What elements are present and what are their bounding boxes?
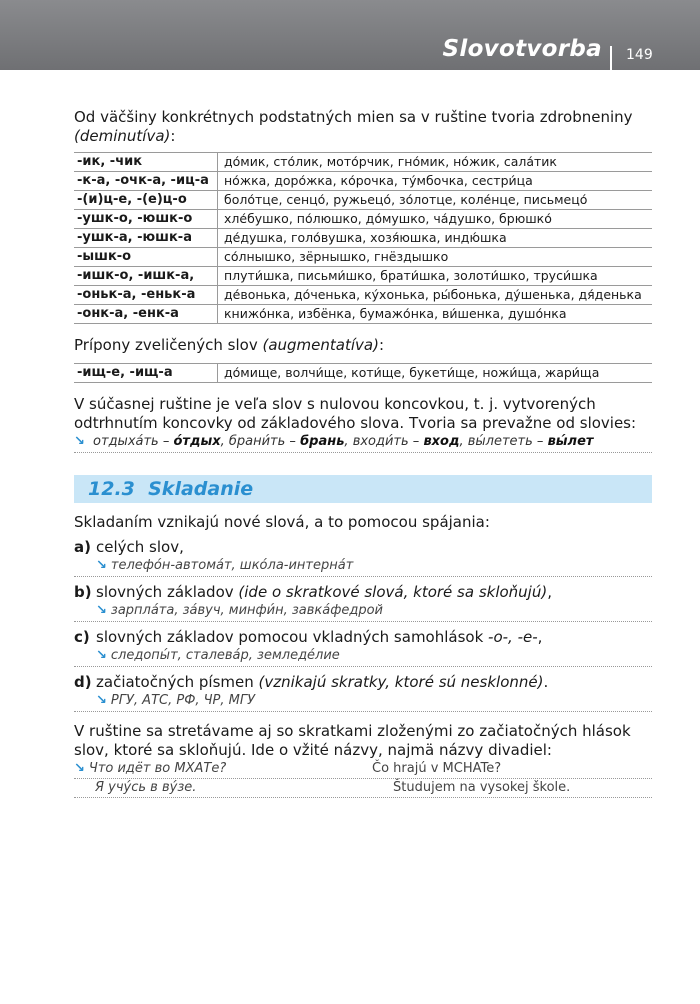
item-text: slovných základov (96, 583, 239, 601)
deminutive-table (74, 152, 652, 324)
item-text: celých slov, (96, 538, 184, 556)
page-number: 149 (626, 47, 653, 63)
item-note: (ide o skratkové slová, ktoré sa skloňujú) (238, 583, 548, 601)
abbrev-row (74, 779, 652, 798)
table-row (74, 229, 652, 248)
page-content (74, 108, 652, 798)
chapter-title: Slovotvorba (442, 36, 602, 62)
item-label: b) (74, 583, 92, 601)
suffix-cell: -(и)ц-е, -(е)ц-о (74, 191, 218, 210)
item-example (74, 602, 652, 622)
skladanie-intro: Skladaním vznikajú nové slová, a to pomocou spájania: (74, 513, 490, 531)
item-tail: , (537, 628, 543, 646)
dash: – (285, 434, 301, 449)
intro-paragraph: Od väčšiny konkrétnych podstatných mien sa v ruštine tvoria zdrobneniny (deminutíva): (74, 108, 633, 145)
item-example (74, 557, 652, 577)
table-row (74, 267, 652, 286)
arrow-icon: ↘ (74, 434, 85, 449)
list-item (74, 538, 652, 557)
examples-cell: боло́тце, сенцо́, ружьецо́, зо́лотце, коле́нце, письмецо́ (218, 191, 653, 210)
list-item (74, 673, 652, 692)
item-tail: , (547, 583, 552, 601)
zero-ending-paragraph: V súčasnej ruštine je veľa slov s nulovou koncovkou, t. j. vytvorených odtrhnutím koncovky od základového slova. Tvoria sa prevažne od slovies: (74, 395, 637, 432)
examples-cell: до́мик, сто́лик, мото́рчик, гно́мик, но́жик, сала́тик (218, 153, 653, 172)
zero-ending-examples (74, 433, 652, 453)
section-heading (74, 475, 652, 503)
separator: , (220, 434, 229, 449)
item-label: c) (74, 628, 90, 646)
arrow-icon: ↘ (96, 648, 107, 663)
verb-text: брани́ть (228, 434, 286, 449)
slovak-text: Čo hrajú v MCHATe? (372, 761, 502, 776)
verb-text: вы́лететь (467, 434, 533, 449)
table-row (74, 364, 652, 383)
arrow-icon: ↘ (96, 693, 107, 708)
examples-cell: но́жка, доро́жка, ко́рочка, ту́мбочка, сестри́ца (218, 172, 653, 191)
item-example (74, 647, 652, 667)
abbrev-row (74, 760, 652, 779)
suffix-cell: -ушк-о, -юшк-о (74, 210, 218, 229)
verb-text: входи́ть (352, 434, 409, 449)
item-text: začiatočných písmen (96, 673, 259, 691)
suffix-cell: -ушк-а, -юшк-а (74, 229, 218, 248)
noun-text: брань (300, 434, 345, 449)
table-row (74, 191, 652, 210)
item-label: d) (74, 673, 92, 691)
header-divider (610, 46, 612, 70)
dash: – (158, 434, 174, 449)
example-text: следопы́т, сталева́р, земледе́лие (110, 648, 340, 663)
suffix-cell: -ик, -чик (74, 153, 218, 172)
abbrev-paragraph: V ruštine sa stretávame aj so skratkami zloženými zo začiatočných hlások slov, ktoré sa skloňujú. Ide o vžité názvy, najmä názvy divadiel: (74, 722, 631, 759)
table-row (74, 153, 652, 172)
separator: , (344, 434, 353, 449)
examples-cell: де́вонька, до́ченька, ку́хонька, ры́бонька, ду́шенька, дя́денька (218, 286, 653, 305)
example-text: РГУ, АТС, РФ, ЧР, МГУ (110, 693, 256, 708)
example-text: зарпла́та, за́вуч, минфи́н, завка́федрой (110, 603, 383, 618)
skladanie-list (74, 538, 652, 712)
suffix-cell: -оньк-а, -еньк-а (74, 286, 218, 305)
noun-text: вход (423, 434, 460, 449)
examples-cell: плути́шка, письми́шко, брати́шка, золоти́шко, труси́шка (218, 267, 653, 286)
section-title: Skladanie (148, 478, 254, 500)
noun-text: о́тдых (173, 434, 221, 449)
ru-text: Я учу́сь в ву́зе. (95, 780, 197, 795)
suffix-cell: -ышк-о (74, 248, 218, 267)
noun-text: вы́лет (547, 434, 594, 449)
examples-cell: со́лнышко, зёрнышко, гнёздышко (218, 248, 653, 267)
russian-text (74, 760, 372, 778)
table-row (74, 210, 652, 229)
item-example (74, 692, 652, 712)
suffix-cell: -ишк-о, -ишк-а, (74, 267, 218, 286)
examples-cell: хле́бушко, по́люшко, до́мушко, ча́душко, брюшко́ (218, 210, 653, 229)
table-row (74, 305, 652, 324)
augment-table (74, 363, 652, 383)
section-number: 12.3 (88, 478, 135, 500)
suffix-cell: -к-а, -очк-а, -иц-а (74, 172, 218, 191)
table-row (74, 286, 652, 305)
table-row (74, 248, 652, 267)
arrow-icon: ↘ (96, 558, 107, 573)
examples-cell: книжо́нка, избёнка, бумажо́нка, ви́шенка, душо́нка (218, 305, 653, 324)
page-header (0, 0, 700, 70)
dash: – (408, 434, 424, 449)
table-row (74, 172, 652, 191)
example-text: телефо́н-автома́т, шко́ла-интерна́т (110, 558, 354, 573)
suffix-cell: -ищ-е, -ищ-а (74, 364, 218, 383)
arrow-icon: ↘ (74, 761, 85, 776)
list-item (74, 628, 652, 647)
verb-text: отдыха́ть (93, 434, 159, 449)
item-tail: . (543, 673, 549, 691)
dash: – (532, 434, 548, 449)
separator: , (459, 434, 468, 449)
slovak-text: Študujem na vysokej škole. (393, 780, 571, 795)
russian-text (74, 779, 393, 797)
list-item (74, 583, 652, 602)
item-note: (vznikajú skratky, ktoré sú nesklonné) (258, 673, 544, 691)
ru-text: Что идёт во МХАТе? (88, 761, 227, 776)
item-label: a) (74, 538, 91, 556)
item-note: -o-, -e- (488, 628, 538, 646)
suffix-cell: -онк-а, -енк-а (74, 305, 218, 324)
examples-cell: до́мище, волчи́ще, коти́ще, букети́ще, ножи́ща, жари́ща (218, 364, 653, 383)
item-text: slovných základov pomocou vkladných samohlások (96, 628, 489, 646)
abbrev-examples (74, 760, 652, 798)
augment-paragraph: Prípony zveličených slov (augmentatíva): (74, 336, 385, 354)
arrow-icon: ↘ (96, 603, 107, 618)
examples-cell: де́душка, голо́вушка, хозя́юшка, индю́шка (218, 229, 653, 248)
